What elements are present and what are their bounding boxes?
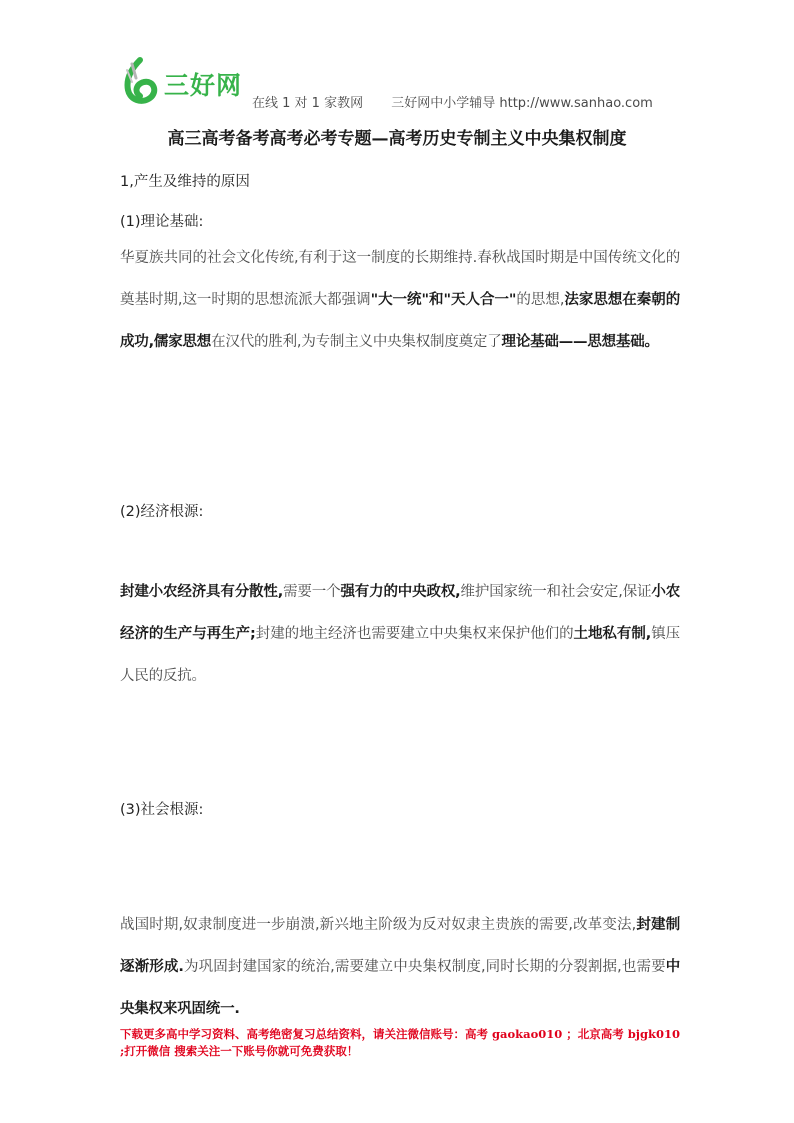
economy-text-3: 封建的地主经济也需要建立中央集权来保护他们的 (255, 626, 574, 642)
society-paragraph (120, 904, 680, 1030)
society-text-1: 战国时期,奴隶制度进一步崩溃,新兴地主阶级为反对奴隶主贵族的需要,改革变法, (120, 917, 637, 933)
theory-bold-1: "大一统"和"天人合一" (370, 292, 517, 308)
society-bold-1: 封建制逐渐形成. (120, 917, 680, 975)
economy-text-4: 镇压人民的反抗。 (120, 626, 680, 684)
theory-bold-3: 理论基础——思想基础。 (501, 334, 659, 350)
economy-bold-4: 土地私有制, (573, 626, 652, 642)
economy-paragraph (120, 571, 680, 697)
page-title: 高三高考备考高考必考专题—高考历史专制主义中央集权制度 (167, 129, 627, 149)
economy-bold-3: 小农经济的生产与再生产; (120, 584, 681, 642)
theory-heading: (1)理论基础: (120, 214, 204, 230)
theory-text-2: 的思想, (516, 292, 565, 308)
society-heading: (3)社会根源: (120, 802, 204, 818)
theory-text-1: 华夏族共同的社会文化传统,有利于这一制度的长期维持.春秋战国时期是中国传统文化的奠基时期,这一时期的思想流派大都强调 (120, 250, 680, 308)
society-text-2: 为巩固封建国家的统治,需要建立中央集权制度,同时长期的分裂割据,也需要 (183, 959, 666, 975)
section-heading-causes: 1,产生及维持的原因 (120, 174, 250, 190)
economy-text-2: 维护国家统一和社会安定,保证 (460, 584, 652, 600)
economy-bold-2: 强有力的中央政权, (340, 584, 461, 600)
footer-notice: 下载更多高中学习资料、高考绝密复习总结资料，请关注微信账号：高考 gaokao010 ；北京高考 bjgk010 ;打开微信 搜索关注一下账号你就可免费获取！ (120, 1027, 680, 1058)
logo-six-mark-icon (122, 56, 166, 108)
sanhao-logo (122, 56, 252, 108)
tagline-site: 三好网中小学辅导 http://www.sanhao.com (391, 96, 653, 111)
page-header (122, 56, 682, 111)
header-tagline (252, 92, 677, 111)
economy-heading: (2)经济根源: (120, 504, 204, 520)
theory-paragraph (120, 237, 680, 363)
economy-text-1: 需要一个 (283, 584, 341, 600)
theory-bold-2: 法家思想在秦朝的成功,儒家思想 (120, 292, 681, 350)
theory-text-3: 在汉代的胜利,为专制主义中央集权制度奠定了 (211, 334, 502, 350)
logo-text: 三好网 (164, 71, 243, 100)
society-bold-2: 中央集权来巩固统一. (120, 959, 680, 1017)
economy-bold-1: 封建小农经济具有分散性, (120, 584, 284, 600)
tagline-online: 在线 1 对 1 家教网 (252, 96, 364, 111)
